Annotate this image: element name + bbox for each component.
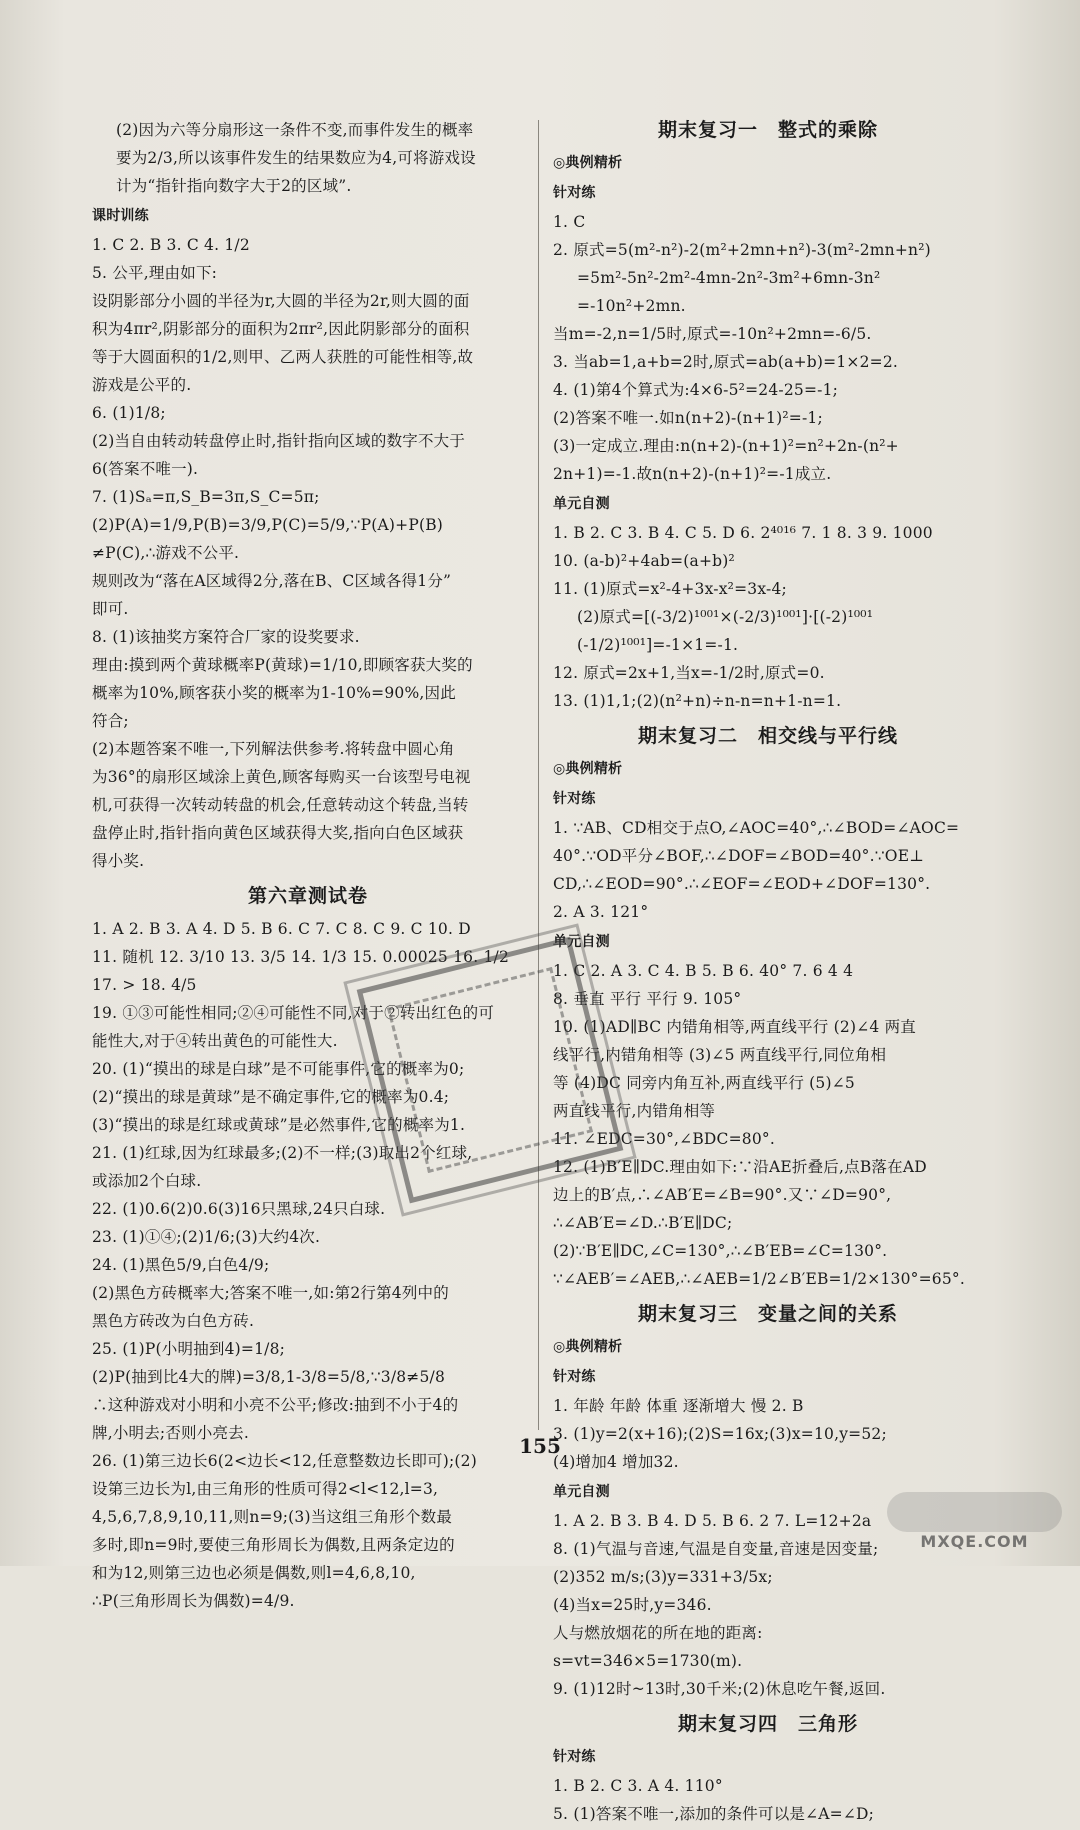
right-column (553, 118, 983, 1830)
answer-line: ≠P(C),∴游戏不公平. (92, 544, 240, 562)
answer-line: 3. 当ab=1,a+b=2时,原式=ab(a+b)=1×2=2. (553, 353, 899, 371)
answer-line: (2)∵B′E∥DC,∠C=130°,∴∠B′EB=∠C=130°. (553, 1242, 888, 1260)
answer-line: 要为2/3,所以该事件发生的结果数应为4,可将游戏设 (116, 149, 476, 167)
column-divider (538, 120, 539, 1430)
answer-line: 20. (1)“摸出的球是白球”是不可能事件,它的概率为0; (92, 1060, 465, 1078)
answer-line: 9. (1)12时~13时,30千米;(2)休息吃午餐,返回. (553, 1680, 886, 1698)
section-title: 第六章测试卷 (247, 885, 368, 907)
answer-line: (2)答案不唯一.如n(n+2)-(n+1)²=-1; (553, 409, 823, 427)
answer-line: 13. (1)1,1;(2)(n²+n)÷n-n=n+1-n=1. (553, 692, 842, 710)
watermark-text: MXQE.COM (920, 1532, 1029, 1551)
left-column (92, 118, 524, 1617)
answer-line: (3)一定成立.理由:n(n+2)-(n+1)²=n²+2n-(n²+ (553, 437, 899, 455)
answer-line: 概率为10%,顾客获小奖的概率为1-10%=90%,因此 (92, 684, 456, 702)
answer-line: s=vt=346×5=1730(m). (553, 1652, 743, 1670)
answer-line: ∴∠AB′E=∠D.∴B′E∥DC; (553, 1214, 733, 1232)
answer-line: 8. (1)气温与音速,气温是自变量,音速是因变量; (553, 1540, 879, 1558)
answer-line: (-1/2)¹⁰⁰¹]=-1×1=-1. (577, 636, 739, 654)
section-label: 针对练 (553, 1749, 596, 1765)
answer-line: 能性大,对于④转出黄色的可能性大. (92, 1032, 338, 1050)
answer-line: (2)原式=[(-3/2)¹⁰⁰¹×(-2/3)¹⁰⁰¹]·[(-2)¹⁰⁰¹ (577, 608, 874, 626)
answer-line: 边上的B′点,∴∠AB′E=∠B=90°.又∵∠D=90°, (553, 1186, 892, 1204)
answer-line: 11. (1)原式=x²-4+3x-x²=3x-4; (553, 580, 787, 598)
answer-line: (2)P(A)=1/9,P(B)=3/9,P(C)=5/9,∵P(A)+P(B) (92, 516, 444, 534)
section-title: 期末复习三 变量之间的关系 (637, 1303, 898, 1325)
answer-line: 多时,即n=9时,要使三角形周长为偶数,且两条定边的 (92, 1536, 455, 1554)
answer-line: 盘停止时,指针指向黄色区域获得大奖,指向白色区域获 (92, 824, 464, 842)
section-title: 期末复习四 三角形 (677, 1713, 858, 1735)
answer-line: 1. ∵AB、CD相交于点O,∠AOC=40°,∴∠BOD=∠AOC= (553, 819, 960, 837)
page-number: 155 (519, 1434, 561, 1458)
answer-line: (3)“摸出的球是红球或黄球”是必然事件,它的概率为1. (92, 1116, 466, 1134)
answer-line: 和为12,则第三边也必须是偶数,则l=4,6,8,10, (92, 1564, 416, 1582)
right-block-4 (553, 959, 983, 1292)
answer-line: 7. (1)Sₐ=π,S_B=3π,S_C=5π; (92, 488, 320, 506)
answer-line: 2. 原式=5(m²-n²)-2(m²+2mn+n²)-3(m²-2mn+n²) (553, 241, 931, 259)
answer-line: 12. (1)B′E∥DC.理由如下:∵沿AE折叠后,点B落在AD (553, 1158, 927, 1176)
section-label: 针对练 (553, 791, 596, 807)
watermark-icon (887, 1492, 1062, 1532)
answer-line: 等于大圆面积的1/2,则甲、乙两人获胜的可能性相等,故 (92, 348, 474, 366)
section-title: 期末复习一 整式的乘除 (657, 119, 878, 141)
answer-line: 牌,小明去;否则小亮去. (92, 1424, 249, 1442)
answer-line: 3. (1)y=2(x+16);(2)S=16x;(3)x=10,y=52; (553, 1425, 887, 1443)
answer-line: 17. > 18. 4/5 (92, 976, 197, 994)
answer-line: 两直线平行,内错角相等 (553, 1102, 716, 1120)
answer-line: 符合; (92, 712, 129, 730)
answer-line: 1. C 2. A 3. C 4. B 5. B 6. 40° 7. 6 4 4 (553, 962, 854, 980)
answer-line: 6(答案不唯一). (92, 460, 199, 478)
answer-line: 设第三边长为l,由三角形的性质可得2<l<12,l=3, (92, 1480, 439, 1498)
answer-line: 规则改为“落在A区域得2分,落在B、C区域各得1分” (92, 572, 452, 590)
section-label: 单元自测 (553, 496, 610, 512)
answer-line: 1. 年龄 年龄 体重 逐渐增大 慢 2. B (553, 1397, 804, 1415)
answer-line: 5. (1)答案不唯一,添加的条件可以是∠A=∠D; (553, 1805, 875, 1823)
answer-line: 或添加2个白球. (92, 1172, 202, 1190)
answer-line: 11. ∠EDC=30°,∠BDC=80°. (553, 1130, 776, 1148)
answer-line: 2. A 3. 121° (553, 903, 649, 921)
answer-line: 22. (1)0.6(2)0.6(3)16只黑球,24只白球. (92, 1200, 386, 1218)
answer-line: (2)352 m/s;(3)y=331+3/5x; (553, 1568, 773, 1586)
answer-line: 11. 随机 12. 3/10 13. 3/5 14. 1/3 15. 0.00025 16. 1/2 (92, 948, 510, 966)
answer-line: 机,可获得一次转动转盘的机会,任意转动这个转盘,当转 (92, 796, 469, 814)
right-block-3 (553, 816, 983, 925)
answer-line: (2)当自由转动转盘停止时,指针指向区域的数字不大于 (92, 432, 466, 450)
left-block-2 (92, 233, 524, 874)
answer-line: 1. B 2. C 3. B 4. C 5. D 6. 2⁴⁰¹⁶ 7. 1 8. 3 9. 1000 (553, 524, 933, 542)
answer-line: =5m²-5n²-2m²-4mn-2n²-3m²+6mn-3n² (577, 269, 881, 287)
answer-line: (4)当x=25时,y=346. (553, 1596, 712, 1614)
right-block-1 (553, 210, 983, 487)
answer-line: 1. C 2. B 3. C 4. 1/2 (92, 236, 250, 254)
answer-line: 5. 公平,理由如下: (92, 264, 218, 282)
watermark-logo (887, 1492, 1062, 1552)
section-label: ◎典例精析 (553, 155, 623, 171)
answer-line: 线平行,内错角相等 (3)∠5 两直线平行,同位角相 (553, 1046, 887, 1064)
answer-line: 2n+1)=-1.故n(n+2)-(n+1)²=-1成立. (553, 465, 832, 483)
answer-line: 1. B 2. C 3. A 4. 110° (553, 1777, 723, 1795)
section-label: 单元自测 (553, 934, 610, 950)
answer-line: 25. (1)P(小明抽到4)=1/8; (92, 1340, 286, 1358)
answer-line: CD,∴∠EOD=90°.∴∠EOF=∠EOD+∠DOF=130°. (553, 875, 931, 893)
answer-line: 计为“指针指向数字大于2的区域”. (116, 177, 352, 195)
answer-line: 40°.∵OD平分∠BOF,∴∠DOF=∠BOD=40°.∵OE⊥ (553, 847, 925, 865)
answer-line: 23. (1)①④;(2)1/6;(3)大约4次. (92, 1228, 321, 1246)
answer-line: 1. A 2. B 3. A 4. D 5. B 6. C 7. C 8. C 9. C 10. D (92, 920, 471, 938)
answer-line: 21. (1)红球,因为红球最多;(2)不一样;(3)取出2个红球, (92, 1144, 473, 1162)
answer-line: 当m=-2,n=1/5时,原式=-10n²+2mn=-6/5. (553, 325, 872, 343)
answer-line: 黑色方砖改为白色方砖. (92, 1312, 255, 1330)
answer-line: 10. (1)AD∥BC 内错角相等,两直线平行 (2)∠4 两直 (553, 1018, 916, 1036)
section-label: 针对练 (553, 1369, 596, 1385)
answer-line: 4,5,6,7,8,9,10,11,则n=9;(3)当这组三角形个数最 (92, 1508, 453, 1526)
answer-line: 10. (a-b)²+4ab=(a+b)² (553, 552, 735, 570)
answer-line: 4. (1)第4个算式为:4×6-5²=24-25=-1; (553, 381, 839, 399)
right-block-7 (553, 1774, 983, 1827)
answer-line: (2)P(抽到比4大的牌)=3/8,1-3/8=5/8,∵3/8≠5/8 (92, 1368, 446, 1386)
answer-line: 为36°的扇形区域涂上黄色,顾客每购买一台该型号电视 (92, 768, 471, 786)
section-label: 针对练 (553, 185, 596, 201)
answer-line: 游戏是公平的. (92, 376, 192, 394)
answer-line: 24. (1)黑色5/9,白色4/9; (92, 1256, 270, 1274)
answer-line: 即可. (92, 600, 129, 618)
answer-line: =-10n²+2mn. (577, 297, 686, 315)
stamp-inner-border (387, 967, 593, 1173)
answer-line: ∵∠AEB′=∠AEB,∴∠AEB=1/2∠B′EB=1/2×130°=65°. (553, 1270, 965, 1288)
answer-line: 12. 原式=2x+1,当x=-1/2时,原式=0. (553, 664, 825, 682)
answer-line: (2)黑色方砖概率大;答案不唯一,如:第2行第4列中的 (92, 1284, 449, 1302)
answer-line: 人与燃放烟花的所在地的距离: (553, 1624, 763, 1642)
answer-line: 8. 垂直 平行 平行 9. 105° (553, 990, 742, 1008)
answer-line: 1. C (553, 213, 586, 231)
answer-line: 积为4πr²,阴影部分的面积为2πr²,因此阴影部分的面积 (92, 320, 470, 338)
section-label: ◎典例精析 (553, 1339, 623, 1355)
answer-line: 19. ①③可能性相同;②④可能性不同,对于②转出红色的可 (92, 1004, 495, 1022)
answer-line: (2)本题答案不唯一,下列解法供参考.将转盘中圆心角 (92, 740, 455, 758)
answer-line: 理由:摸到两个黄球概率P(黄球)=1/10,即顾客获大奖的 (92, 656, 473, 674)
answer-line: (2)因为六等分扇形这一条件不变,而事件发生的概率 (116, 121, 474, 139)
answer-line: 设阴影部分小圆的半径为r,大圆的半径为2r,则大圆的面 (92, 292, 470, 310)
answer-line: 6. (1)1/8; (92, 404, 166, 422)
section-label: 课时训练 (92, 208, 149, 224)
section-label: 单元自测 (553, 1484, 610, 1500)
answer-line: 得小奖. (92, 852, 145, 870)
answer-line: ∴这种游戏对小明和小亮不公平;修改:抽到不小于4的 (92, 1396, 459, 1414)
section-label: ◎典例精析 (553, 761, 623, 777)
section-title: 期末复习二 相交线与平行线 (637, 725, 898, 747)
answer-line: 26. (1)第三边长6(2<边长<12,任意整数边长即可);(2) (92, 1452, 477, 1470)
answer-line: ∴P(三角形周长为偶数)=4/9. (92, 1592, 295, 1610)
answer-line: (2)“摸出的球是黄球”是不确定事件,它的概率为0.4; (92, 1088, 450, 1106)
left-block-1 (92, 118, 524, 199)
right-block-2 (553, 521, 983, 714)
answer-line: 1. A 2. B 3. B 4. D 5. B 6. 2 7. L=12+2a (553, 1512, 872, 1530)
answer-line: (4)增加4 增加32. (553, 1453, 679, 1471)
answer-line: 等 (4)DC 同旁内角互补,两直线平行 (5)∠5 (553, 1074, 855, 1092)
answer-line: 8. (1)该抽奖方案符合厂家的设奖要求. (92, 628, 360, 646)
